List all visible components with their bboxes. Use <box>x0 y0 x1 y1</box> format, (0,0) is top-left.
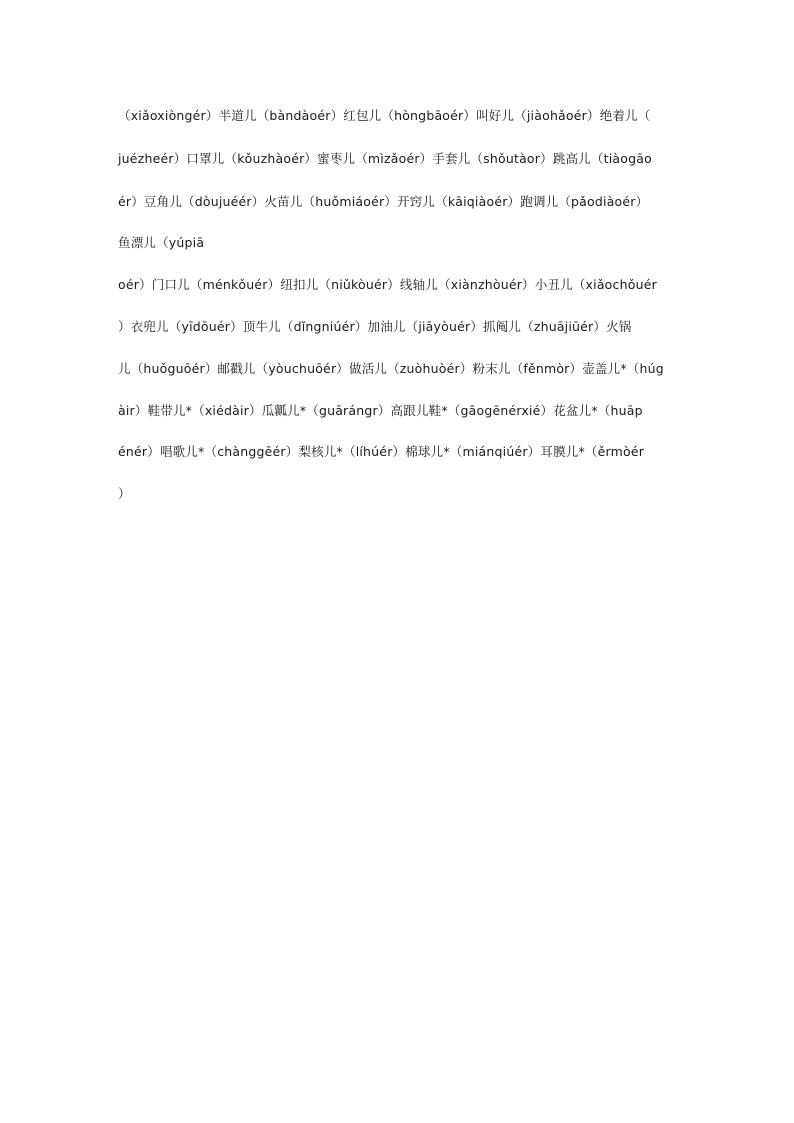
text-line: （xiǎoxiòngér）半道儿（bàndàoér）红包儿（hòngbāoér）叫好儿（jiàohǎoér）绝着儿（ <box>118 108 651 123</box>
text-line: oér）门口儿（ménkǒuér）纽扣儿（niǔkòuér）线轴儿（xiànzhòuér）小丑儿（xiǎochǒuér <box>118 277 657 292</box>
text-line: 儿（huǒguōér）邮戳儿（yòuchuōér）做活儿（zuòhuòér）粉末儿（fěnmòr）壶盖儿*（húg <box>118 361 664 376</box>
text-line: ）衣兜儿（yīdōuér）顶牛儿（dǐngniúér）加油儿（jiāyòuér）抓阄儿（zhuājiūér）火锅 <box>118 319 632 334</box>
text-line: 鱼漂儿（yúpiā <box>118 235 205 250</box>
text-line: énér）唱歌儿*（chànggēér）梨核儿*（líhúér）棉球儿*（miánqiúér）耳膜儿*（ěrmòér <box>118 444 645 459</box>
text-line: juézheér）口罩儿（kǒuzhàoér）蜜枣儿（mìzǎoér）手套儿（shǒutàor）跳高儿（tiàogāo <box>118 151 652 166</box>
text-line: ér）豆角儿（dòujuéér）火苗儿（huǒmiáoér）开窍儿（kāiqiàoér）跑调儿（pǎodiàoér） <box>118 194 649 209</box>
text-line: àir）鞋带儿*（xiédàir）瓜瓤儿*（guārángr）高跟儿鞋*（gāogēnérxié）花盆儿*（huāp <box>118 403 643 418</box>
text-line: ） <box>118 486 131 501</box>
